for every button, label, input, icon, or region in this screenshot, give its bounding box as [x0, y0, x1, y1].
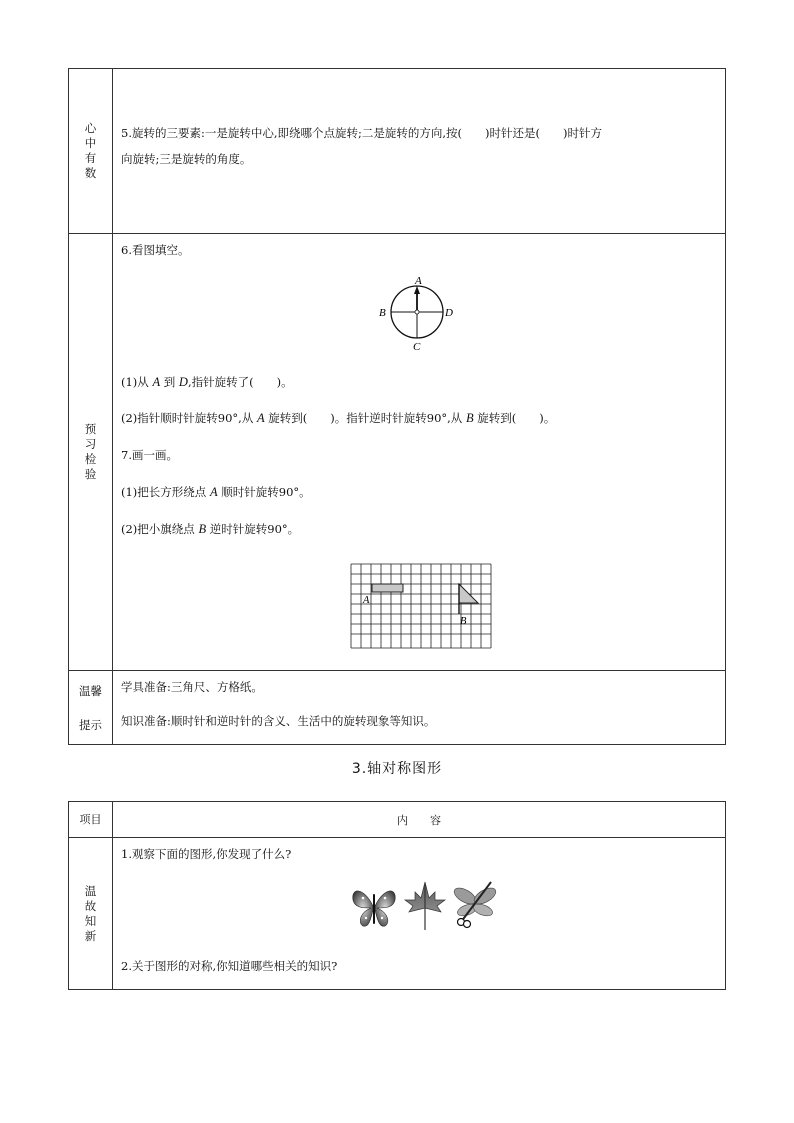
q5-line2: 向旋转;三是旋转的角度。 — [121, 152, 252, 166]
q6-title: 6.看图填空。 — [121, 243, 190, 257]
text: (2)把小旗绕点 — [121, 522, 199, 536]
label-A: A — [415, 275, 422, 287]
label-char: 故 — [84, 898, 97, 913]
label-char: 知 — [84, 913, 97, 928]
point-B: B — [465, 411, 474, 425]
text: ,指针旋转了( )。 — [187, 375, 293, 389]
q5-line1: 5.旋转的三要素:一是旋转中心,即绕哪个点旋转;二是旋转的方向,按( )时针还是( )时针方 — [121, 126, 602, 140]
label-tishi: 提示 — [79, 717, 102, 732]
row-content-wengu — [113, 838, 726, 990]
tip-line1: 学具准备:三角尺、方格纸。 — [121, 680, 263, 694]
label-char: 心 — [84, 121, 97, 135]
leaf-icon — [405, 882, 445, 930]
point-D: D — [178, 375, 188, 389]
text: 到 — [160, 375, 179, 389]
label-char: 新 — [84, 928, 97, 943]
label-C: C — [413, 341, 421, 353]
text: (2)指针顺时针旋转90°,从 — [121, 411, 257, 425]
row-label-wenxintishi — [69, 671, 113, 745]
label-char: 预 — [84, 422, 97, 436]
label-char: 检 — [84, 452, 97, 466]
dragonfly-icon — [452, 882, 499, 928]
grid-label-A: A — [363, 595, 370, 606]
point-B: B — [198, 522, 207, 536]
label-char: 温 — [84, 883, 97, 898]
row-content-wenxintishi — [113, 671, 726, 745]
preview-table — [68, 68, 726, 745]
header-content: 内 容 — [113, 802, 726, 838]
q7-1 — [121, 484, 311, 500]
symmetry-pictures — [349, 878, 499, 934]
text: (1)从 — [121, 375, 153, 389]
row-label-wengu — [69, 838, 113, 990]
butterfly-icon — [353, 891, 395, 926]
text: 旋转到( )。 — [473, 411, 556, 425]
text: 逆时针旋转90°。 — [206, 522, 300, 536]
point-A: A — [152, 375, 161, 389]
text: (1)把长方形绕点 — [121, 485, 210, 499]
label-char: 习 — [84, 437, 97, 451]
grid-label-B: B — [460, 616, 467, 627]
tip-line2: 知识准备:顺时针和逆时针的含义、生活中的旋转现象等知识。 — [121, 714, 436, 728]
q7-title: 7.画一画。 — [121, 448, 178, 462]
point-A: A — [209, 485, 218, 499]
label-wenxin: 温馨 — [79, 683, 102, 698]
review-q1: 1.观察下面的图形,你发现了什么? — [121, 847, 292, 861]
review-table — [68, 801, 726, 990]
rotation-grid-figure — [349, 562, 493, 652]
text: 旋转到( )。指针逆时针旋转90°,从 — [264, 411, 466, 425]
clock-circle-figure — [375, 272, 455, 354]
row-content-yuxijianyan — [113, 234, 726, 671]
header-label: 项目 — [69, 802, 113, 838]
label-char: 有 — [84, 151, 97, 165]
row-content-xinzhongyoushu — [113, 69, 726, 234]
section-title: 3.轴对称图形 — [351, 761, 443, 777]
row-label-xinzhongyoushu — [69, 69, 113, 234]
row-label-yuxijianyan — [69, 234, 113, 671]
review-q2: 2.关于图形的对称,你知道哪些相关的知识? — [121, 959, 338, 973]
point-A: A — [256, 411, 265, 425]
q6-2 — [121, 410, 555, 426]
label-D: D — [445, 307, 453, 319]
label-char: 验 — [84, 467, 97, 481]
q6-1 — [121, 374, 293, 390]
label-char: 中 — [84, 136, 97, 150]
q7-2 — [121, 521, 299, 537]
text: 顺时针旋转90°。 — [217, 485, 311, 499]
label-char: 数 — [84, 166, 97, 180]
label-B: B — [379, 307, 386, 319]
